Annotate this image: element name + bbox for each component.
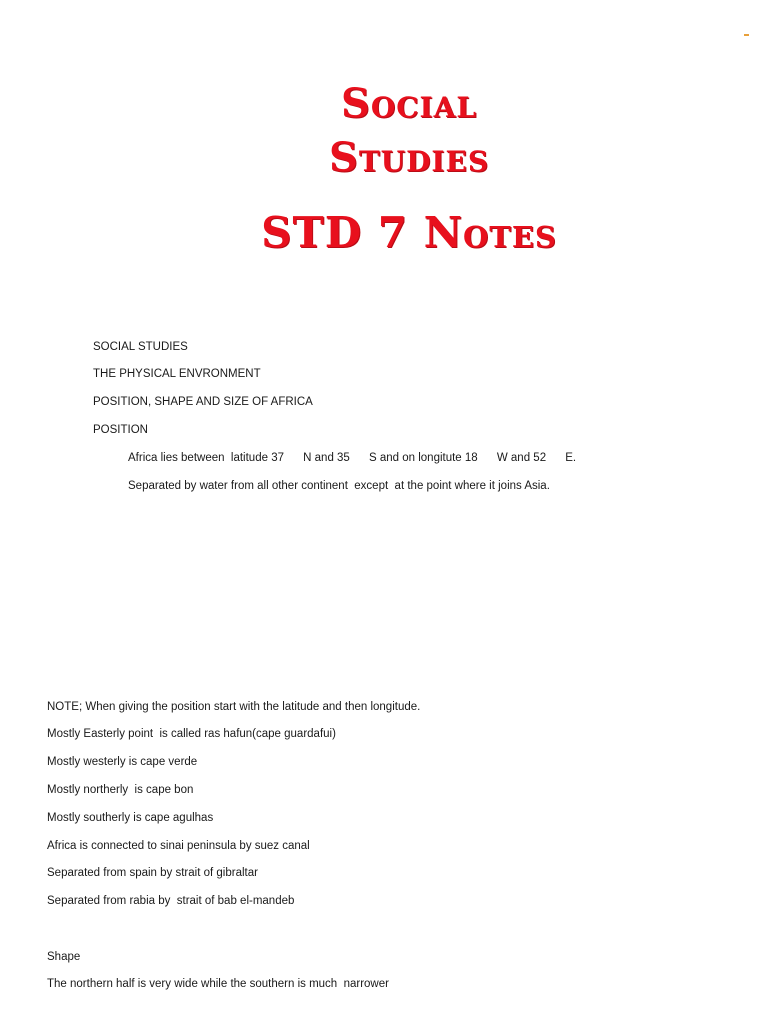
heading-shape: Shape xyxy=(47,951,81,963)
fact-easterly-point: Mostly Easterly point is called ras hafun(cape guardafui) xyxy=(47,728,336,740)
heading-physical-environment: THE PHYSICAL ENVRONMENT xyxy=(93,368,261,380)
fact-northerly-point: Mostly northerly is cape bon xyxy=(47,784,194,796)
title-line-1: Social xyxy=(340,80,478,127)
paragraph-separated-by-water: Separated by water from all other continent except at the point where it joins Asia. xyxy=(128,480,550,492)
paragraph-shape: The northern half is very wide while the southern is much narrower xyxy=(47,978,389,990)
note-line: NOTE; When giving the position start with the latitude and then longitude. xyxy=(47,701,421,713)
fact-westerly-point: Mostly westerly is cape verde xyxy=(47,756,198,768)
fact-strait-of-gibraltar: Separated from spain by strait of gibraltar xyxy=(47,867,258,879)
heading-position-shape-size: POSITION, SHAPE AND SIZE OF AFRICA xyxy=(93,396,313,408)
fact-southerly-point: Mostly southerly is cape agulhas xyxy=(47,812,214,824)
title-line-3: STD 7 Notes xyxy=(261,208,557,257)
heading-position: POSITION xyxy=(93,424,148,436)
fact-bab-el-mandeb: Separated from rabia by strait of bab el-mandeb xyxy=(47,895,295,907)
title-line-2: Studies xyxy=(328,134,490,181)
paragraph-latitude-longitude: Africa lies between latitude 37 N and 35 S and on longitute 18 W and 52 E. xyxy=(128,452,577,464)
fact-suez-canal: Africa is connected to sinai peninsula by suez canal xyxy=(47,840,310,852)
heading-social-studies: SOCIAL STUDIES xyxy=(93,341,188,353)
corner-mark xyxy=(744,34,749,36)
